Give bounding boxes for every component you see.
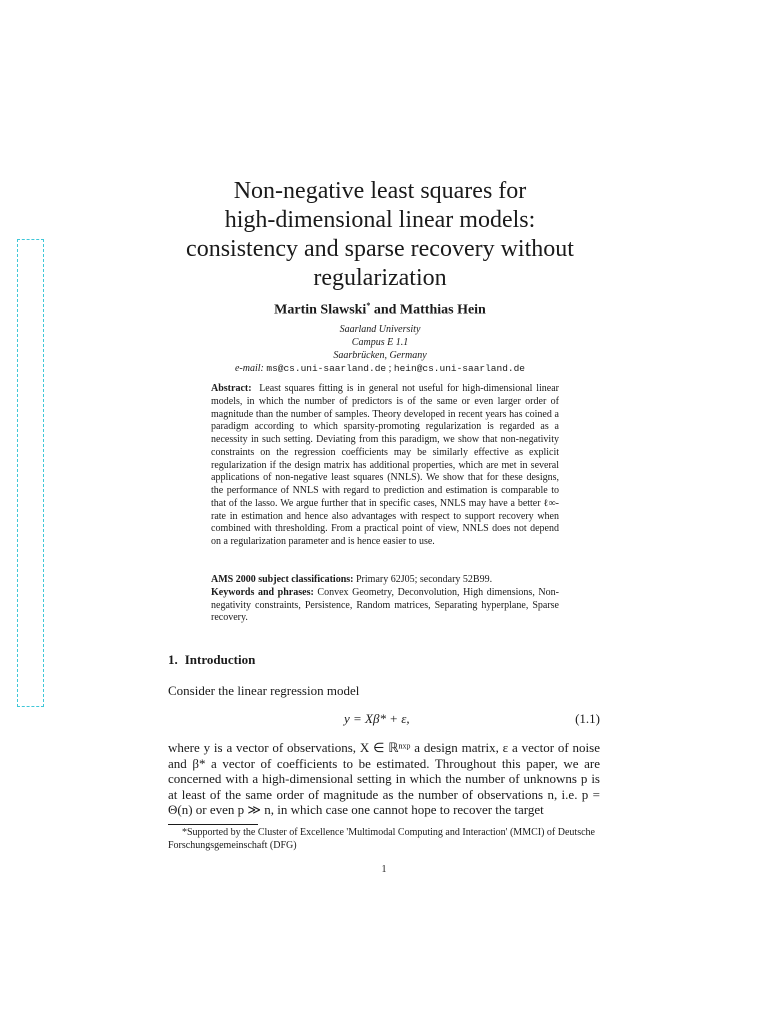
author-list <box>150 301 610 319</box>
abstract <box>211 383 559 549</box>
equation-1-1 <box>168 711 600 729</box>
author-rest: and Matthias Hein <box>370 302 486 318</box>
affiliation-city: Saarbrücken, Germany <box>333 350 427 361</box>
footnote-mark: * <box>366 301 371 310</box>
email-link-1[interactable]: ms@cs.uni-saarland.de <box>266 363 387 374</box>
equation-body: y = Xβ* + ε, <box>344 711 410 726</box>
email-line <box>235 363 525 374</box>
arxiv-stamp-frame <box>17 239 44 707</box>
email-label: e-mail: <box>234 363 264 374</box>
affiliation-block <box>150 323 610 375</box>
ams-classification <box>211 574 559 587</box>
author-first: Martin Slawski <box>274 302 367 318</box>
intro-paragraph-2: where y is a vector of observations, X ∈ ℝⁿˣᵖ a design matrix, ε a vector of noise and β* a vector of coefficients to be estimated. Throughout this paper, we are concerned with a high-dimensional setting in which the number of unknowns p is at least of the same order of magnitude as the number of observations n, i.e. p = Θ(n) or even p ≫ n, in which case one cannot hope to recover the target <box>168 740 600 817</box>
footnote <box>168 827 600 852</box>
abstract-label: Abstract: <box>211 383 252 394</box>
footnote-rule <box>168 824 258 825</box>
section-title: Introduction <box>184 652 256 667</box>
title-line: consistency and sparse recovery without <box>186 236 574 262</box>
email-separator: ; <box>386 363 394 374</box>
ams-text: Primary 62J05; secondary 52B99. <box>356 574 493 585</box>
paper-title <box>150 177 610 293</box>
page-number: 1 <box>381 864 387 875</box>
section-heading <box>168 652 255 668</box>
intro-paragraph-1: Consider the linear regression model <box>168 683 360 698</box>
abstract-text: Least squares fitting is in general not useful for high-dimensional linear models, in which the number of predictors is of the same or even larger order of magnitude than the number of samples. Theory developed in recent years has coined a paradigm according to which sparsity-promoting regularization is regarded as a necessity in such setting. Deviating from this paradigm, we show that non-negativity constraints on the regression coefficients may be similarly effective as explicit regularization if the design matrix has additional properties, which are met in several applications of non-negative least squares (NNLS). We show that for these designs, the performance of NNLS with regard to prediction and estimation is comparable to that of the lasso. We argue further that in specific cases, NNLS may have a better ℓ∞-rate in estimation and hence also advantages with respect to support recovery when combined with thresholding. From a practical point of view, NNLS does not depend on a regularization parameter and is hence easier to use. <box>211 383 560 547</box>
affiliation-university: Saarland University <box>339 324 421 335</box>
keywords <box>211 587 559 625</box>
equation-tag: (1.1) <box>575 711 600 726</box>
title-line: high-dimensional linear models: <box>224 207 536 233</box>
affiliation-campus: Campus E 1.1 <box>351 337 409 348</box>
title-line: Non-negative least squares for <box>233 178 527 204</box>
keywords-label: Keywords and phrases: <box>211 586 314 598</box>
section-number: 1. <box>168 652 178 667</box>
title-line: regularization <box>313 265 447 291</box>
keywords-text: Convex Geometry, Deconvolution, High dimensions, Non-negativity constraints, Persistence, Random matrices, Separating hyperplane, Sparse recovery. <box>211 586 559 624</box>
footnote-text: *Supported by the Cluster of Excellence 'Multimodal Computing and Interaction' (MMCI) of Deutsche Forschungsgemeinschaft (DFG) <box>168 827 595 851</box>
metadata-block <box>211 574 559 625</box>
ams-label: AMS 2000 subject classifications: <box>211 574 354 585</box>
email-link-2[interactable]: hein@cs.uni-saarland.de <box>393 363 526 374</box>
